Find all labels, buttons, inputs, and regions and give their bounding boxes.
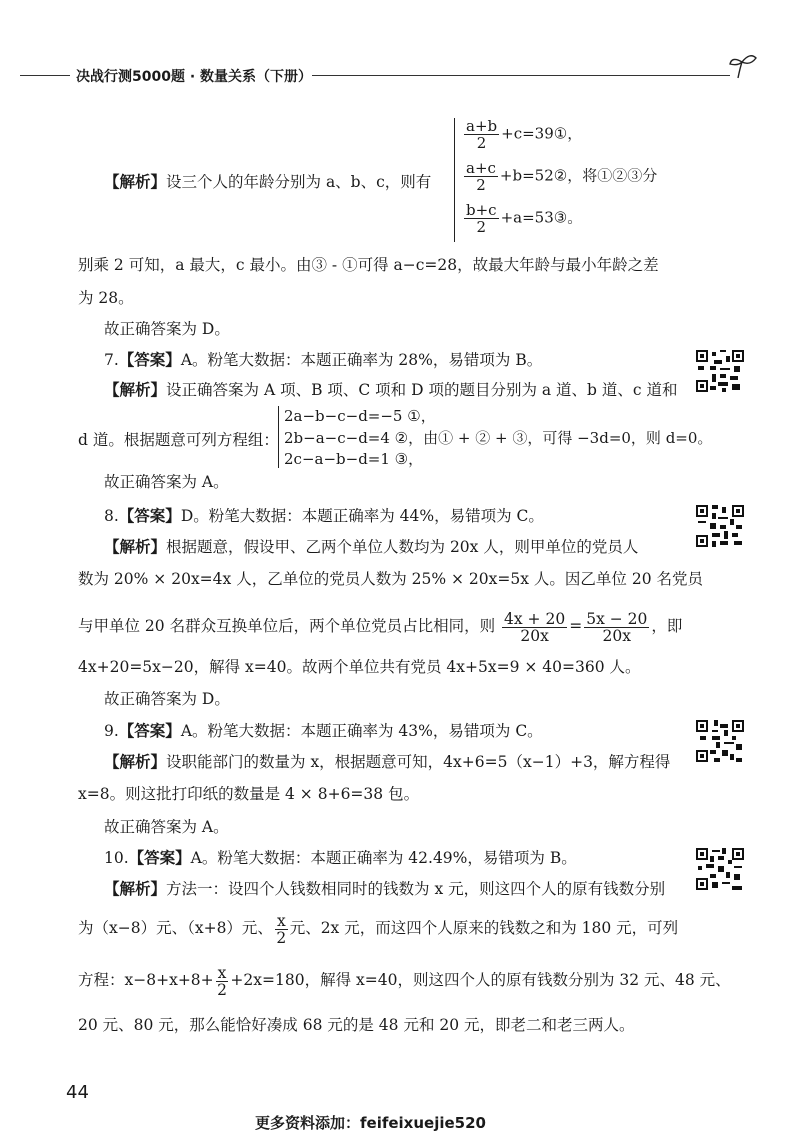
q8-answer: 8.【答案】D。粉笔大数据：本题正确率为 44%，易错项为 C。 xyxy=(104,507,544,525)
q8-explanation-2: 数为 20% × 20x=4x 人，乙单位的党员人数为 25% × 20x=5x 人。因乙单位 20 名党员 xyxy=(78,570,703,588)
block1-line3: 为 28。 xyxy=(78,289,134,307)
header-rule-left xyxy=(20,75,70,76)
q10-explanation-3: 方程：x−8+x+8+ $\frac{x}{2}$ +2x=180，解得 x=40，则这四个人的原有钱数分别为 32 元、48 元、 xyxy=(78,963,731,999)
q7-conclusion: 故正确答案为 A。 xyxy=(104,473,229,491)
q9-explanation-2: x=8。则这批打印纸的数量是 4 × 8+6=38 包。 xyxy=(78,785,420,803)
header-rule-right xyxy=(312,75,730,76)
qr-code-q9[interactable] xyxy=(696,720,744,762)
q10-explanation-1: 【解析】方法一：设四个人钱数相同时的钱数为 x 元，则这四个人的原有钱数分别 xyxy=(104,880,666,898)
block1-intro: 【解析】设三个人的年龄分别为 a、b、c，则有 xyxy=(104,173,432,191)
block1-line2: 别乘 2 可知，a 最大，c 最小。由③ - ①可得 a−c=28，故最大年龄与最小年龄之差 xyxy=(78,256,659,274)
page-number: 44 xyxy=(66,1082,89,1103)
q7-answer: 7.【答案】A。粉笔大数据：本题正确率为 28%，易错项为 B。 xyxy=(104,351,543,369)
qr-code-q7[interactable] xyxy=(696,350,744,392)
q8-explanation-3: 与甲单位 20 名群众互换单位后，两个单位党员占比相同，则 $\frac{4x + 20}{20x}$ = $\frac{5x - 20}{20x}$ ，即 xyxy=(78,609,683,645)
q10-answer: 10.【答案】A。粉笔大数据：本题正确率为 42.49%，易错项为 B。 xyxy=(104,849,577,867)
q7-explanation-1: 【解析】设正确答案为 A 项、B 项、C 项和 D 项的题目分别为 a 道、b 道、c 道和 xyxy=(104,381,678,399)
q8-explanation-1: 【解析】根据题意，假设甲、乙两个单位人数均为 20x 人，则甲单位的党员人 xyxy=(104,538,639,556)
qr-code-q10[interactable] xyxy=(696,848,744,890)
q9-explanation-1: 【解析】设职能部门的数量为 x，根据题意可知，4x+6=5（x−1）+3，解方程得 xyxy=(104,753,671,771)
age-equation-system xyxy=(452,116,712,246)
q10-explanation-2: 为（x−8）元、（x+8）元、 $\frac{x}{2}$ 元、2x 元，而这四个人原来的钱数之和为 180 元，可列 xyxy=(78,911,679,947)
sprout-icon xyxy=(728,52,758,80)
header-title: 决战行测5000题 · 数量关系（下册） xyxy=(76,69,313,85)
q10-explanation-4: 20 元、80 元，那么能恰好凑成 68 元的是 48 元和 20 元，即老二和老三两人。 xyxy=(78,1016,635,1034)
system-brace xyxy=(278,406,279,468)
qr-code-q8[interactable] xyxy=(696,505,744,547)
q8-explanation-4: 4x+20=5x−20，解得 x=40。故两个单位共有党员 4x+5x=9 × 40=360 人。 xyxy=(78,658,641,676)
block1-conclusion: 故正确答案为 D。 xyxy=(104,320,230,338)
q8-conclusion: 故正确答案为 D。 xyxy=(104,690,230,708)
footer-note: 更多资料添加：feifeixuejie520 xyxy=(255,1114,486,1132)
equation-3: $\frac{b+c}{2}$ +a=53③。 xyxy=(466,201,583,236)
q7-equation-2: 2b−a−c−d=4 ②，由① + ② + ③，可得 −3d=0，则 d=0。 xyxy=(284,429,713,447)
equation-1: $\frac{a+b}{2}$ +c=39①， xyxy=(466,117,583,152)
q7-equation-system xyxy=(278,404,713,470)
q9-conclusion: 故正确答案为 A。 xyxy=(104,818,229,836)
q7-equation-3: 2c−a−b−d=1 ③， xyxy=(284,450,424,468)
q9-answer: 9.【答案】A。粉笔大数据：本题正确率为 43%，易错项为 C。 xyxy=(104,722,543,740)
equation-2: $\frac{a+c}{2}$ +b=52②，将①②③分 xyxy=(466,159,658,194)
q7-explanation-2: d 道。根据题意可列方程组： xyxy=(78,431,279,449)
system-brace xyxy=(454,118,455,242)
q7-equation-1: 2a−b−c−d=−5 ①， xyxy=(284,407,436,425)
